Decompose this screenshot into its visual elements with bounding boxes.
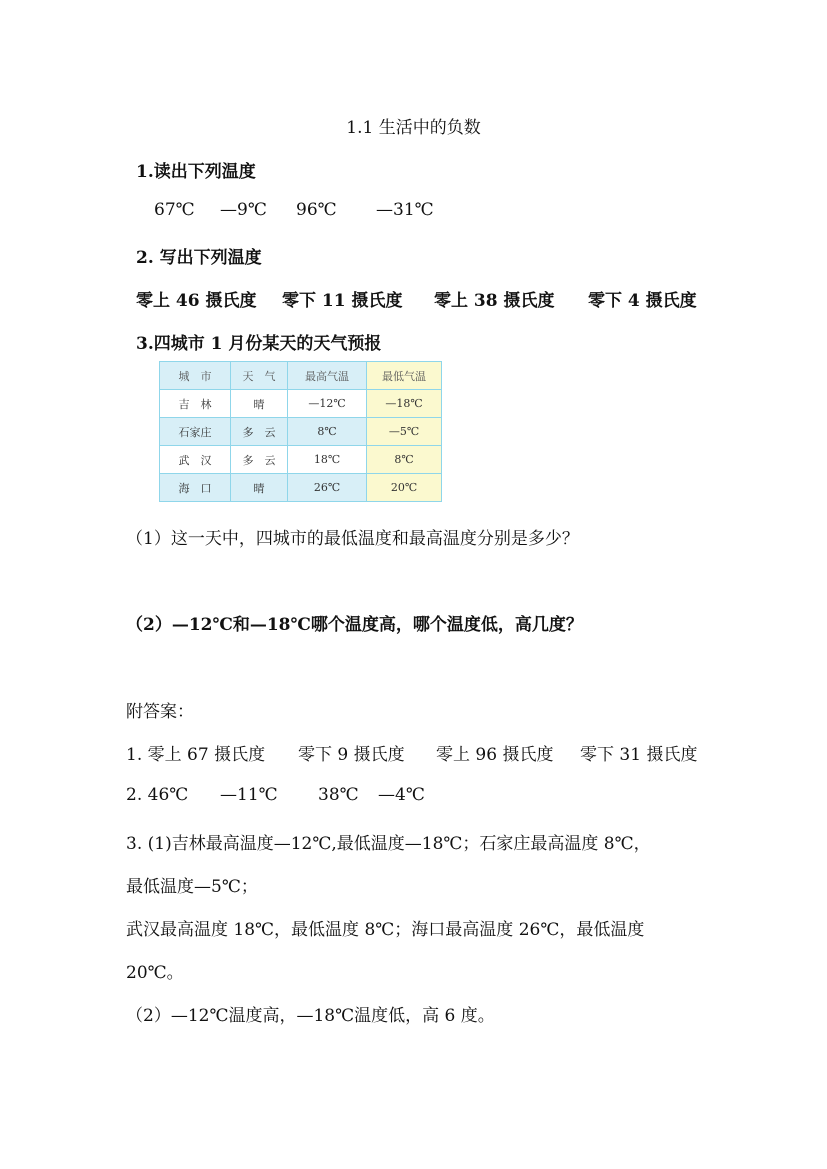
page-title: 1.1 生活中的负数 xyxy=(346,118,481,138)
table-cell: —5℃ xyxy=(367,418,442,446)
table-cell: 石家庄 xyxy=(160,418,231,446)
table-cell: —18℃ xyxy=(367,390,442,418)
table-row xyxy=(160,474,442,502)
column-header: 最低气温 xyxy=(367,362,442,390)
temp-text-item: 零上 38 摄氏度 xyxy=(434,291,555,311)
question-2-items xyxy=(136,286,697,311)
answer-2 xyxy=(126,785,425,805)
column-header: 最高气温 xyxy=(288,362,367,390)
answer-3-line-5: （2）—12℃温度高，—18℃温度低，高 6 度。 xyxy=(126,1006,495,1026)
temp-text-item: 零下 4 摄氏度 xyxy=(588,291,697,311)
table-cell: 晴 xyxy=(231,390,288,418)
table-cell: 吉 林 xyxy=(160,390,231,418)
answer-3-line-3: 武汉最高温度 18℃，最低温度 8℃；海口最高温度 26℃，最低温度 xyxy=(126,920,645,940)
table-cell: 晴 xyxy=(231,474,288,502)
answer-item: 零下 31 摄氏度 xyxy=(580,745,698,765)
weather-forecast-table xyxy=(159,361,442,502)
table-cell: 8℃ xyxy=(288,418,367,446)
table-cell: 武 汉 xyxy=(160,446,231,474)
question-2-heading: 2. 写出下列温度 xyxy=(136,248,262,268)
table-cell: 多 云 xyxy=(231,446,288,474)
temp-item: 96℃ xyxy=(296,200,337,220)
table-row xyxy=(160,418,442,446)
question-3-sub-1: （1）这一天中，四城市的最低温度和最高温度分别是多少？ xyxy=(126,529,579,549)
answer-3-line-2: 最低温度—5℃； xyxy=(126,877,258,897)
table-cell: 8℃ xyxy=(367,446,442,474)
answers-heading: 附答案： xyxy=(126,702,194,722)
temp-item: —9℃ xyxy=(220,200,267,220)
answer-item: 零下 9 摄氏度 xyxy=(298,745,405,765)
question-1-heading: 1.读出下列温度 xyxy=(136,162,256,182)
column-header: 天 气 xyxy=(231,362,288,390)
table-cell: 海 口 xyxy=(160,474,231,502)
table-cell: 18℃ xyxy=(288,446,367,474)
question-1-items xyxy=(154,200,434,220)
temp-item: 67℃ xyxy=(154,200,195,220)
answer-item: 38℃ xyxy=(318,785,359,805)
temp-item: —31℃ xyxy=(376,200,434,220)
answer-item: 1. 零上 67 摄氏度 xyxy=(126,745,266,765)
answer-3-line-4: 20℃。 xyxy=(126,963,184,983)
answer-item: 零上 96 摄氏度 xyxy=(436,745,554,765)
answer-3-line-1: 3. (1)吉林最高温度—12℃,最低温度—18℃；石家庄最高温度 8℃， xyxy=(126,834,651,854)
table-cell: —12℃ xyxy=(288,390,367,418)
temp-text-item: 零上 46 摄氏度 xyxy=(136,291,257,311)
table-header-row xyxy=(160,362,442,390)
answer-1 xyxy=(126,740,697,765)
question-3-sub-2: （2）—12℃和—18℃哪个温度高，哪个温度低，高几度？ xyxy=(126,615,583,635)
column-header: 城 市 xyxy=(160,362,231,390)
answer-item: —11℃ xyxy=(220,785,278,805)
answer-item: —4℃ xyxy=(378,785,425,805)
question-3-heading: 3.四城市 1 月份某天的天气预报 xyxy=(136,334,382,354)
answer-item: 2. 46℃ xyxy=(126,785,189,805)
temp-text-item: 零下 11 摄氏度 xyxy=(282,291,403,311)
table-cell: 26℃ xyxy=(288,474,367,502)
table-cell: 20℃ xyxy=(367,474,442,502)
table-row xyxy=(160,390,442,418)
table-cell: 多 云 xyxy=(231,418,288,446)
table-row xyxy=(160,446,442,474)
